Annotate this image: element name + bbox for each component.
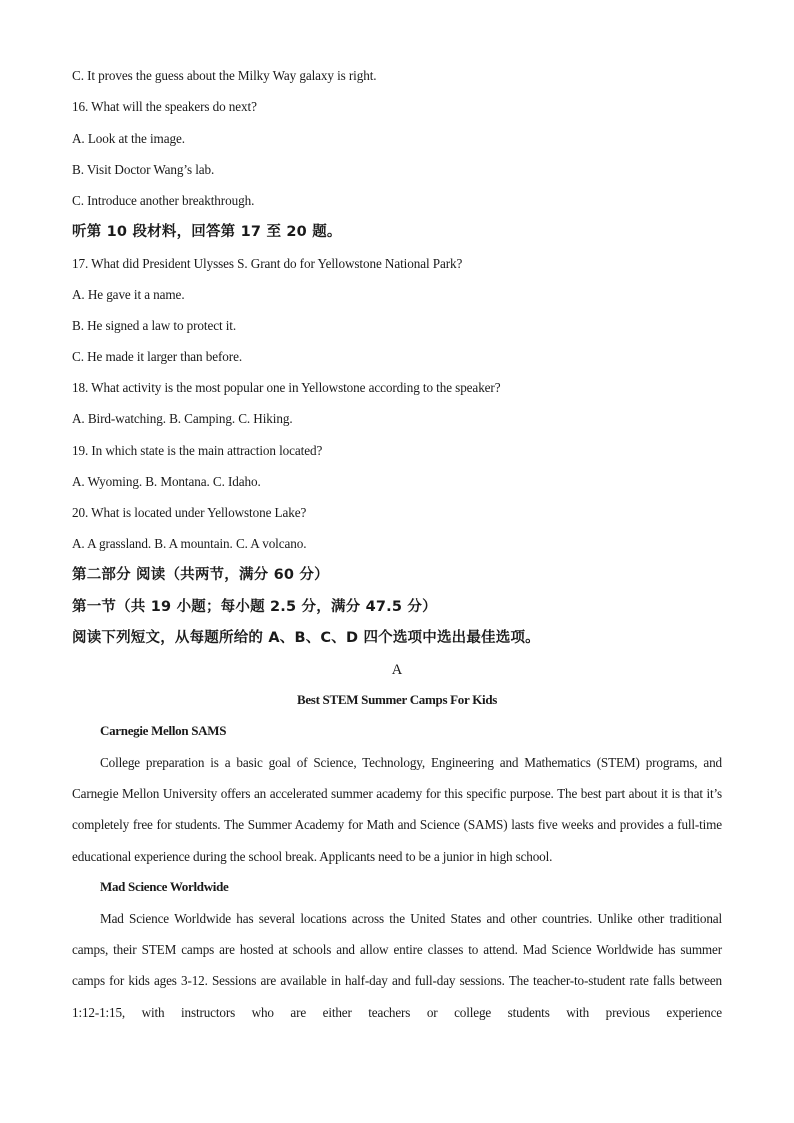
q17-question: 17. What did President Ulysses S. Grant do for Yellowstone National Park? — [72, 256, 463, 271]
camp-text-carnegie — [72, 747, 722, 872]
q16-option-b: B. Visit Doctor Wang’s lab. — [72, 162, 215, 177]
q16-question: 16. What will the speakers do next? — [72, 99, 257, 114]
q17-option-b: B. He signed a law to protect it. — [72, 318, 237, 333]
passage-title: Best STEM Summer Camps For Kids — [296, 692, 498, 707]
camp-name-carnegie: Carnegie Mellon SAMS — [100, 723, 227, 738]
q19-options: A. Wyoming. B. Montana. C. Idaho. — [72, 474, 261, 489]
q18-options: A. Bird-watching. B. Camping. C. Hiking. — [72, 411, 293, 426]
q17-option-a: A. He gave it a name. — [72, 287, 185, 302]
q18-question: 18. What activity is the most popular one in Yellowstone according to the speaker? — [72, 380, 501, 395]
q17-option-c: C. He made it larger than before. — [72, 349, 243, 364]
camp-name-mad-science: Mad Science Worldwide — [100, 879, 229, 894]
reading-instruction: 阅读下列短文，从每题所给的 A、B、C、D 四个选项中选出最佳选项。 — [72, 630, 540, 646]
q15-option-c: C. It proves the guess about the Milky Way galaxy is right. — [72, 68, 377, 83]
camp-paragraph: Mad Science Worldwide has several locations across the United States and other countries. Unlike other traditional camps, their STEM camps are hosted at schools and allow entire classes to attend. Mad Science Worldwide has summer camps for kids ages 3-12. Sessions are available in half-day and full-day sessions. The teacher-to-student rate falls between 1:12-1:15, with instructors who are either teachers or college students with previous experience — [72, 911, 722, 1020]
reading-part-heading: 第二部分 阅读（共两节，满分 60 分） — [72, 567, 329, 583]
camp-paragraph: College preparation is a basic goal of Science, Technology, Engineering and Mathematics (STEM) programs, and Carnegie Mellon University offers an accelerated summer academy for this specific purpose. The best part about it is that it’s completely free for students. The Summer Academy for Math and Science (SAMS) lasts five weeks and provides a full-time educational experience during the school break. Applicants need to be a junior in high school. — [72, 755, 722, 864]
camp-text-mad-science — [72, 903, 722, 1028]
passage-letter: A — [391, 662, 403, 678]
section10-instruction: 听第 10 段材料，回答第 17 至 20 题。 — [72, 224, 342, 240]
q16-option-a: A. Look at the image. — [72, 131, 185, 146]
reading-section-heading: 第一节（共 19 小题；每小题 2.5 分，满分 47.5 分） — [72, 599, 437, 615]
q20-question: 20. What is located under Yellowstone Lake? — [72, 505, 307, 520]
q19-question: 19. In which state is the main attraction located? — [72, 443, 323, 458]
q16-option-c: C. Introduce another breakthrough. — [72, 193, 255, 208]
q20-options: A. A grassland. B. A mountain. C. A volcano. — [72, 536, 307, 551]
